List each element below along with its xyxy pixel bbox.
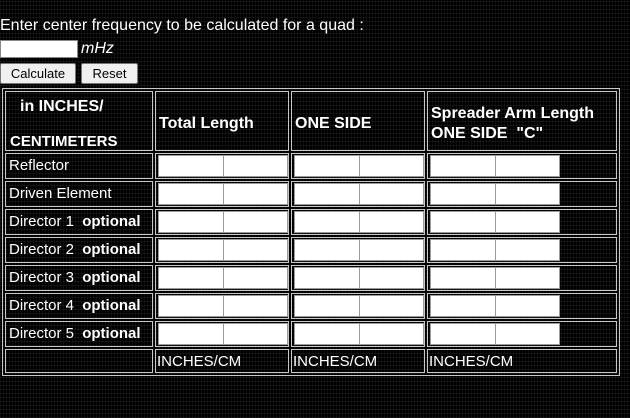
- one-side-inches-field[interactable]: [294, 239, 360, 261]
- total-length-cm-field[interactable]: [223, 323, 288, 345]
- spreader-cell: [427, 237, 617, 263]
- button-row: [0, 63, 143, 84]
- row-label-cell: [5, 293, 153, 319]
- row-label-driven-element: Driven Element: [9, 185, 112, 202]
- total-length-cm-field[interactable]: [223, 295, 288, 317]
- one-side-header: [291, 91, 425, 151]
- one-side-cell: [291, 209, 425, 235]
- footer-total-length-units: INCHES/CM: [157, 353, 242, 370]
- one-side-cm-field[interactable]: [359, 267, 424, 289]
- row-label-cell: [5, 265, 153, 291]
- one-side-inches-field[interactable]: [294, 155, 360, 177]
- total-length-cell: [155, 293, 289, 319]
- one-side-cell: [291, 293, 425, 319]
- spreader-cell: [427, 209, 617, 235]
- total-length-cm-field[interactable]: [223, 239, 288, 261]
- row-label-cell: [5, 153, 153, 179]
- spreader-header-line1: Spreader Arm Length: [431, 105, 594, 122]
- one-side-cm-field[interactable]: [359, 183, 424, 205]
- spreader-cell: [427, 293, 617, 319]
- spreader-cell: [427, 265, 617, 291]
- row-label-director-2: Director 2: [9, 241, 75, 258]
- spreader-cell: [427, 321, 617, 347]
- total-length-inches-field[interactable]: [158, 239, 224, 261]
- footer-one-side-cell: [291, 349, 425, 373]
- footer-total-length-cell: [155, 349, 289, 373]
- one-side-cm-field[interactable]: [359, 239, 424, 261]
- total-length-inches-field[interactable]: [158, 183, 224, 205]
- one-side-cell: [291, 237, 425, 263]
- spreader-inches-field[interactable]: [430, 323, 496, 345]
- spreader-cm-field[interactable]: [495, 211, 560, 233]
- one-side-inches-field[interactable]: [294, 267, 360, 289]
- spreader-inches-field[interactable]: [430, 155, 496, 177]
- total-length-inches-field[interactable]: [158, 267, 224, 289]
- row-label-director-4: Director 4: [9, 297, 75, 314]
- spreader-cm-field[interactable]: [495, 239, 560, 261]
- one-side-cell: [291, 181, 425, 207]
- row-label-director-1: Director 1: [9, 213, 75, 230]
- total-length-cell: [155, 181, 289, 207]
- one-side-cm-field[interactable]: [359, 211, 424, 233]
- spreader-cm-field[interactable]: [495, 155, 560, 177]
- frequency-row: [0, 39, 114, 59]
- row-optional-label: optional: [82, 241, 141, 258]
- spreader-inches-field[interactable]: [430, 211, 496, 233]
- footer-label-cell: [5, 349, 153, 373]
- row-label-director-5: Director 5: [9, 325, 75, 342]
- total-length-cell: [155, 321, 289, 347]
- frequency-unit: mHz: [81, 40, 114, 57]
- total-length-cm-field[interactable]: [223, 267, 288, 289]
- one-side-cm-field[interactable]: [359, 295, 424, 317]
- one-side-inches-field[interactable]: [294, 183, 360, 205]
- one-side-cell: [291, 321, 425, 347]
- spreader-inches-field[interactable]: [430, 239, 496, 261]
- total-length-inches-field[interactable]: [158, 155, 224, 177]
- spreader-inches-field[interactable]: [430, 183, 496, 205]
- row-label-cell: [5, 321, 153, 347]
- spreader-cm-field[interactable]: [495, 295, 560, 317]
- units-header-line2: CENTIMETERS: [10, 133, 118, 150]
- total-length-cell: [155, 153, 289, 179]
- row-optional-label: optional: [82, 213, 141, 230]
- total-length-cell: [155, 265, 289, 291]
- total-length-cell: [155, 209, 289, 235]
- row-optional-label: optional: [82, 325, 141, 342]
- spreader-cm-field[interactable]: [495, 323, 560, 345]
- footer-spreader-units: INCHES/CM: [429, 353, 514, 370]
- results-table: [2, 88, 620, 376]
- spreader-header-line2: ONE SIDE "C": [431, 125, 544, 142]
- spreader-header: [427, 91, 617, 151]
- total-length-inches-field[interactable]: [158, 211, 224, 233]
- one-side-cm-field[interactable]: [359, 155, 424, 177]
- total-length-inches-field[interactable]: [158, 323, 224, 345]
- one-side-cell: [291, 153, 425, 179]
- total-length-cm-field[interactable]: [223, 211, 288, 233]
- frequency-input[interactable]: [0, 40, 78, 58]
- total-length-header: [155, 91, 289, 151]
- one-side-inches-field[interactable]: [294, 295, 360, 317]
- reset-button[interactable]: Reset: [81, 63, 138, 84]
- total-length-header-label: Total Length: [159, 115, 254, 132]
- calculate-button[interactable]: Calculate: [0, 63, 76, 84]
- one-side-inches-field[interactable]: [294, 323, 360, 345]
- total-length-inches-field[interactable]: [158, 295, 224, 317]
- row-label-cell: [5, 237, 153, 263]
- one-side-header-label: ONE SIDE: [295, 115, 372, 132]
- footer-one-side-units: INCHES/CM: [293, 353, 378, 370]
- row-label-cell: [5, 181, 153, 207]
- spreader-cell: [427, 153, 617, 179]
- spreader-inches-field[interactable]: [430, 267, 496, 289]
- total-length-cell: [155, 237, 289, 263]
- row-label-reflector: Reflector: [9, 157, 70, 174]
- total-length-cm-field[interactable]: [223, 183, 288, 205]
- spreader-cm-field[interactable]: [495, 183, 560, 205]
- row-optional-label: optional: [82, 269, 141, 286]
- one-side-cm-field[interactable]: [359, 323, 424, 345]
- row-optional-label: optional: [82, 297, 141, 314]
- one-side-cell: [291, 265, 425, 291]
- spreader-inches-field[interactable]: [430, 295, 496, 317]
- spreader-cell: [427, 181, 617, 207]
- units-header-line1: in INCHES/: [20, 98, 104, 115]
- total-length-cm-field[interactable]: [223, 155, 288, 177]
- row-label-director-3: Director 3: [9, 269, 75, 286]
- units-header: [5, 91, 153, 151]
- one-side-inches-field[interactable]: [294, 211, 360, 233]
- row-label-cell: [5, 209, 153, 235]
- footer-spreader-cell: [427, 349, 617, 373]
- spreader-cm-field[interactable]: [495, 267, 560, 289]
- frequency-prompt: Enter center frequency to be calculated for a quad :: [0, 17, 364, 34]
